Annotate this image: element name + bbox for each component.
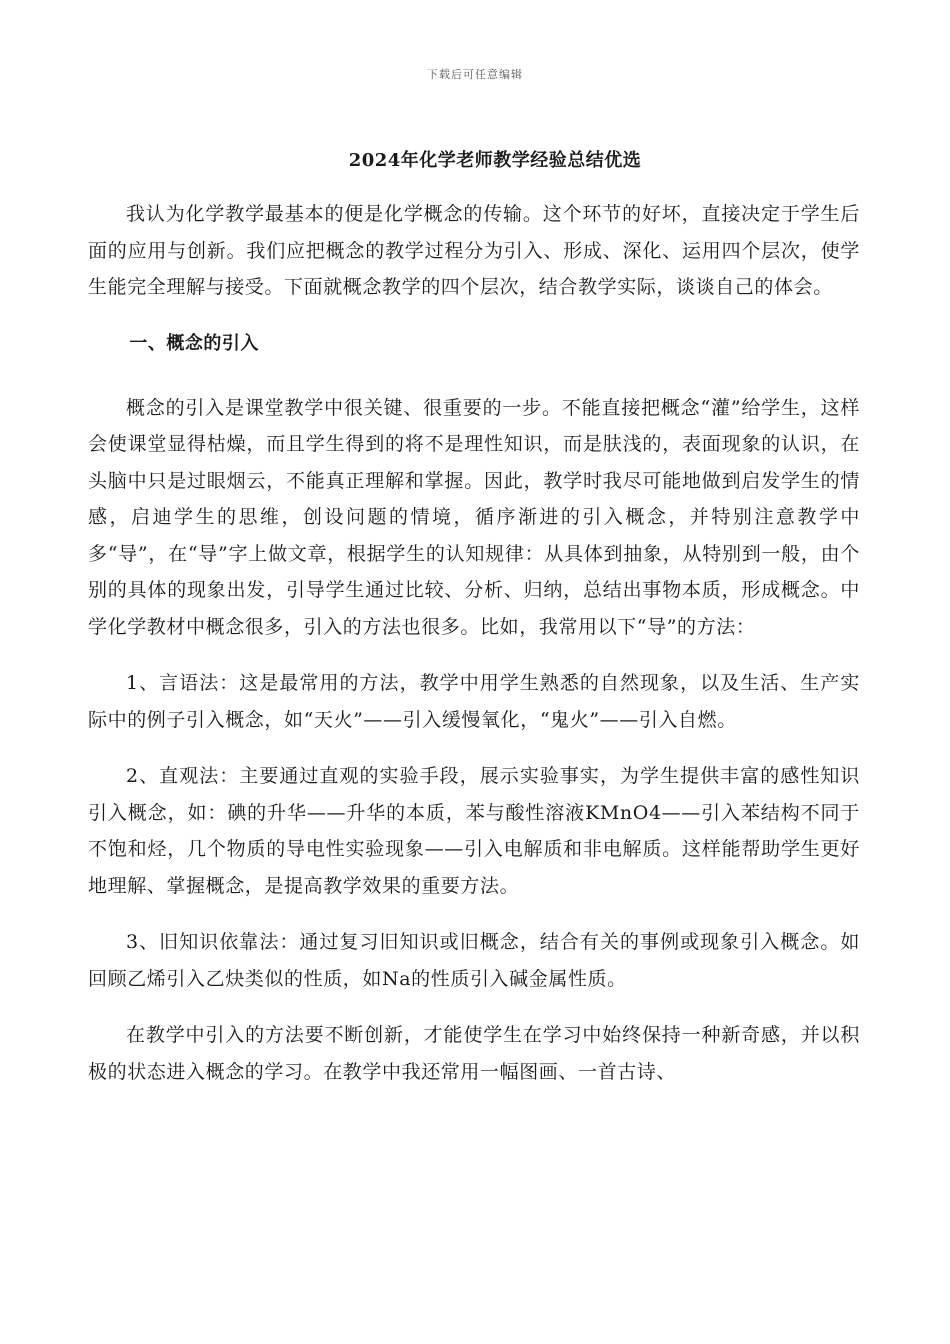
intro-paragraph: 我认为化学教学最基本的便是化学概念的传输。这个环节的好坏，直接决定于学生后面的应用与创新。我们应把概念的教学过程分为引入、形成、深化、运用四个层次，使学生能完全理解与接受。下面就概念教学的四个层次，结合教学实际，谈谈自己的体会。 xyxy=(88,203,860,298)
method-1-paragraph: 1、言语法：这是最常用的方法，教学中用学生熟悉的自然现象，以及生活、生产实际中的例子引入概念，如“天火”——引入缓慢氧化，“鬼火”——引入自燃。 xyxy=(88,672,860,731)
document-body xyxy=(88,196,860,1110)
header-note: 下载后可任意编辑 xyxy=(427,68,523,81)
document-title: 2024年化学老师教学经验总结优选 xyxy=(348,150,642,171)
closing-paragraph: 在教学中引入的方法要不断创新，才能使学生在学习中始终保持一种新奇感，并以积极的状态进入概念的学习。在教学中我还常用一幅图画、一首古诗、 xyxy=(88,1024,860,1083)
method-3-paragraph: 3、旧知识依靠法：通过复习旧知识或旧概念，结合有关的事例或现象引入概念。如回顾乙烯引入乙炔类似的性质，如Na的性质引入碱金属性质。 xyxy=(88,931,860,990)
method-2-paragraph: 2、直观法：主要通过直观的实验手段，展示实验事实，为学生提供丰富的感性知识引入概念，如：碘的升华——升华的本质，苯与酸性溶液KMnO4——引入苯结构不同于不饱和烃，几个物质的导电性实验现象——引入电解质和非电解质。这样能帮助学生更好地理解、掌握概念，是提高教学效果的重要方法。 xyxy=(88,765,860,897)
section-heading: 一、概念的引入 xyxy=(129,332,259,354)
section-body-paragraph: 概念的引入是课堂教学中很关键、很重要的一步。不能直接把概念“灌”给学生，这样会使课堂显得枯燥，而且学生得到的将不是理性知识，而是肤浅的，表面现象的认识，在头脑中只是过眼烟云，不能真正理解和掌握。因此，教学时我尽可能地做到启发学生的情感，启迪学生的思维，创设问题的情境，循序渐进的引入概念，并特别注意教学中多“导”，在“导”字上做文章，根据学生的认知规律：从具体到抽象，从特别到一般，由个别的具体的现象出发，引导学生通过比较、分析、归纳，总结出事物本质，形成概念。中学化学教材中概念很多，引入的方法也很多。比如，我常用以下“导”的方法： xyxy=(88,396,860,638)
